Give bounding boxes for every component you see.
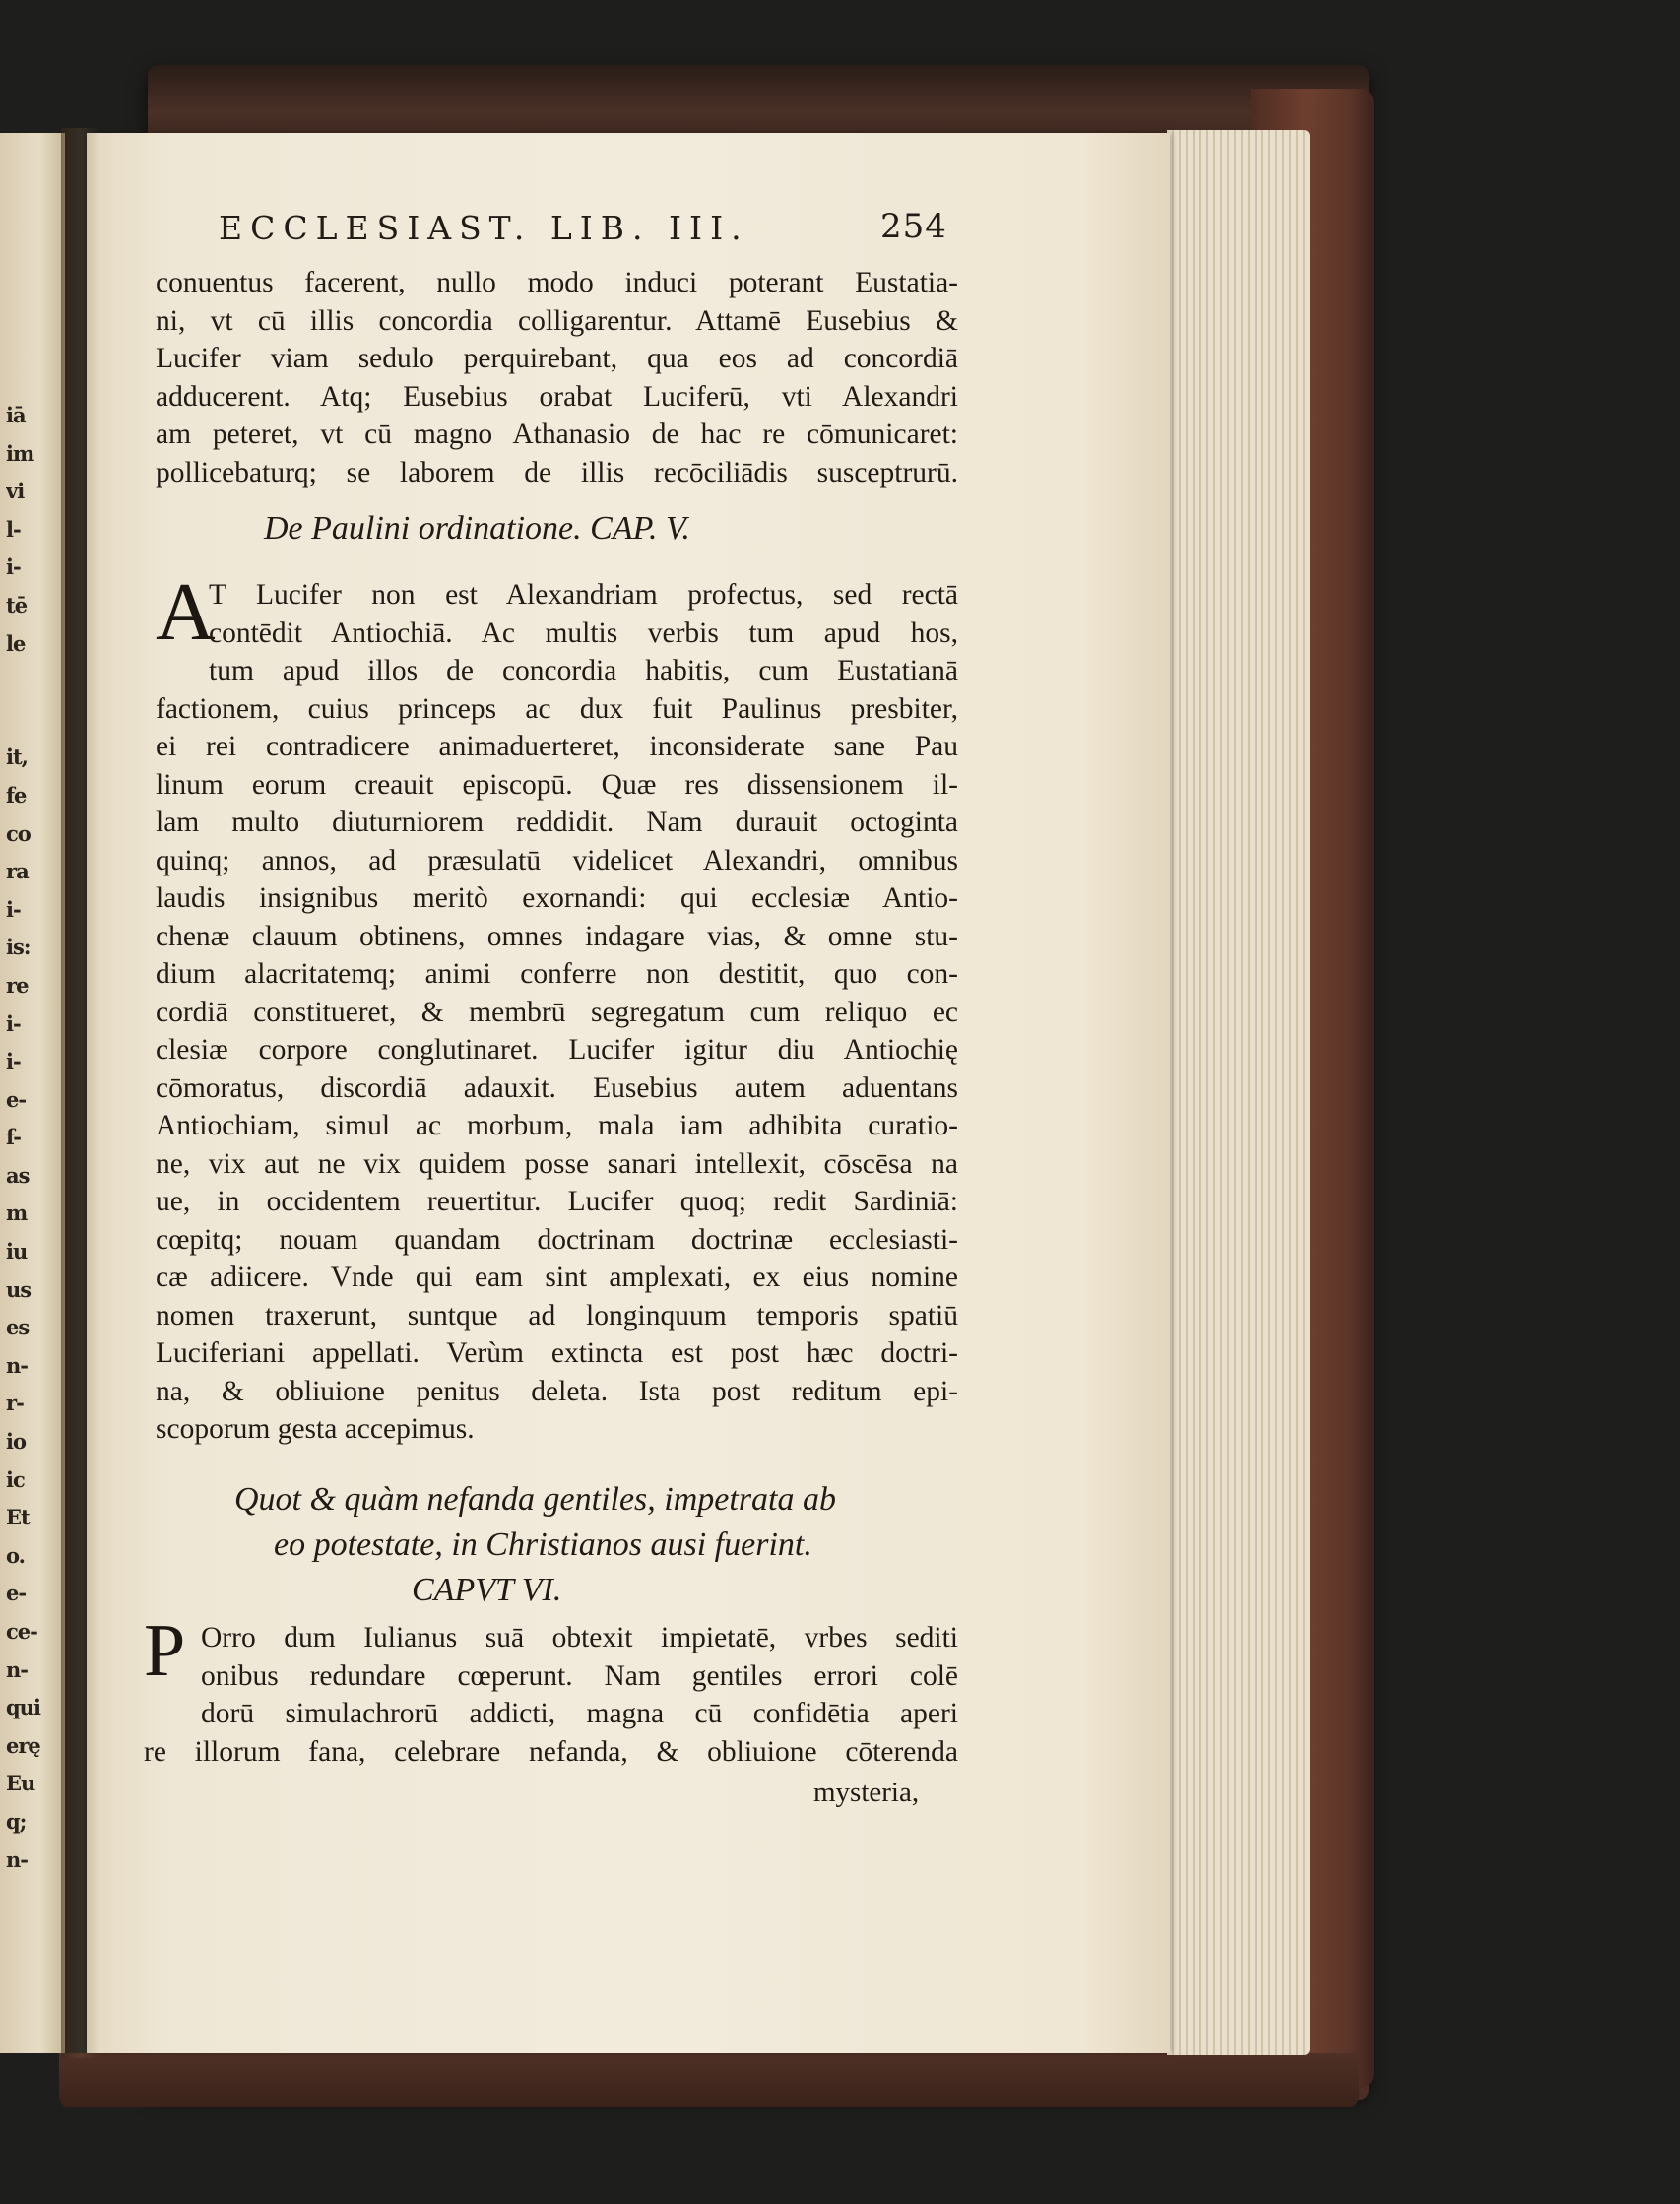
- drop-capital: A: [156, 566, 216, 658]
- text-line: onibus redundare cœperunt. Nam gentiles errori colē: [201, 1659, 958, 1692]
- text-line: ue, in occidentem reuertitur. Lucifer quoq; redit Sardiniā:: [156, 1186, 958, 1217]
- previous-page-fragment: i-: [6, 1010, 21, 1036]
- previous-page-fragment: i-: [6, 554, 21, 580]
- previous-page-fragment: n-: [6, 1352, 28, 1378]
- previous-page-fragment: le: [6, 630, 26, 656]
- text-line: ne, vix aut ne vix quidem posse sanari intellexit, cōscēsa na: [156, 1147, 958, 1180]
- text-line: cōmoratus, discordiā adauxit. Eusebius autem aduentans: [156, 1071, 958, 1104]
- previous-page-fragment: iu: [6, 1239, 28, 1264]
- text-line: adducerent. Atq; Eusebius orabat Luciferū, vti Alexandri: [156, 380, 958, 413]
- text-line: conuentus facerent, nullo modo induci poterant Eustatia-: [156, 267, 958, 298]
- text-line: linum eorum creauit episcopū. Quæ res dissensionem il-: [156, 768, 958, 801]
- text-line: cœpitq; nouam quandam doctrinam doctrinæ ecclesiasti-: [156, 1223, 958, 1256]
- text-line: laudis insignibus meritò exornandi: qui ecclesiæ Antio-: [156, 882, 958, 914]
- previous-page-fragment: ce-: [6, 1619, 37, 1644]
- text-line: na, & obliuione penitus deleta. Ista post reditum epi-: [156, 1375, 958, 1407]
- previous-page-fragment: r-: [6, 1391, 24, 1416]
- previous-page-fragment: m: [6, 1200, 28, 1226]
- previous-page-fragment: n-: [6, 1656, 28, 1682]
- text-line: cæ adiicere. Vnde qui eam sint amplexati, ex eius nomine: [156, 1262, 958, 1293]
- previous-page-fragment: us: [6, 1276, 32, 1302]
- catchword: mysteria,: [813, 1777, 920, 1808]
- text-line: cordiā constitueret, & membrū segregatum cum reliquo ec: [156, 996, 958, 1028]
- chapter-heading-line: Quot & quàm nefanda gentiles, impetrata ab: [234, 1481, 837, 1518]
- text-line: ni, vt cū illis concordia colligarentur. Attamē Eusebius &: [156, 304, 958, 337]
- page-number: 254: [880, 207, 947, 246]
- previous-page-fragment: e-: [6, 1086, 27, 1112]
- running-head: ECCLESIAST. LIB. III.: [219, 209, 749, 247]
- text-line: clesiæ corpore conglutinaret. Lucifer igitur diu Antiochię: [156, 1034, 958, 1066]
- previous-page-fragment: Et: [6, 1505, 30, 1530]
- previous-page-fragment: io: [6, 1429, 26, 1455]
- previous-page-fragment: co: [6, 820, 31, 846]
- text-line: Antiochiam, simul ac morbum, mala iam adhibita curatio-: [156, 1110, 958, 1141]
- previous-page-fragment: vi: [6, 479, 25, 504]
- chapter-heading: De Paulini ordinatione. CAP. V.: [264, 510, 690, 547]
- previous-page-fragment: es: [6, 1315, 30, 1340]
- text-line: Luciferiani appellati. Verùm extincta est post hæc doctri-: [156, 1337, 958, 1369]
- text-line: dium alacritatemq; animi conferre non destitit, quo con-: [156, 958, 958, 990]
- text-line: nomen traxerunt, suntque ad longinquum temporis spatiū: [156, 1299, 958, 1331]
- text-line: factionem, cuius princeps ac dux fuit Paulinus presbiter,: [156, 692, 958, 725]
- previous-page-fragment: Eu: [6, 1771, 35, 1796]
- text-line: contēdit Antiochiā. Ac multis verbis tum apud hos,: [209, 616, 958, 649]
- text-line: chenæ clauum obtinens, omnes indagare vias, & omne stu-: [156, 920, 958, 952]
- previous-page-fragment: f-: [6, 1125, 22, 1150]
- previous-page-fragment: n-: [6, 1847, 28, 1872]
- text-line: dorū simulachrorū addicti, magna cū confidētia aperi: [201, 1698, 958, 1729]
- previous-page-fragment: e-: [6, 1581, 27, 1606]
- previous-page-fragment: ra: [6, 859, 29, 884]
- previous-page-fragment: o.: [6, 1542, 25, 1568]
- previous-page-fragment: is:: [6, 935, 31, 960]
- previous-page-fragment: fe: [6, 782, 27, 808]
- text-line: pollicebaturq; se laborem de illis recōciliādis susceptrurū.: [156, 456, 958, 488]
- previous-page-fragment: re: [6, 972, 29, 998]
- text-line: lam multo diuturniorem reddidit. Nam durauit octoginta: [156, 807, 958, 838]
- text-line: re illorum fana, celebrare nefanda, & obliuione cōterenda: [144, 1735, 958, 1768]
- chapter-number: CAPVT VI.: [412, 1572, 562, 1608]
- previous-page-fragment: i-: [6, 896, 21, 922]
- previous-page-fragment: ic: [6, 1466, 25, 1492]
- previous-page-fragment: erę: [6, 1732, 40, 1758]
- previous-page-fragment: im: [6, 440, 34, 466]
- previous-page-fragment: qui: [6, 1695, 40, 1720]
- text-line: ei rei contradicere animaduerteret, inconsiderate sane Pau: [156, 731, 958, 762]
- previous-page-fragment: it,: [6, 745, 28, 770]
- previous-page-fragment: l-: [6, 516, 21, 542]
- previous-page-fragment: q;: [6, 1808, 27, 1834]
- text-line: tum apud illos de concordia habitis, cum Eustatianā: [209, 655, 958, 686]
- text-line: Orro dum Iulianus suā obtexit impietatē, vrbes sediti: [201, 1622, 958, 1653]
- text-line: T Lucifer non est Alexandriam profectus, sed rectā: [209, 579, 958, 611]
- text-line: quinq; annos, ad præsulatū videlicet Alexandri, omnibus: [156, 844, 958, 876]
- text-line: scoporum gesta accepimus.: [156, 1413, 475, 1445]
- previous-page-fragment: i-: [6, 1049, 21, 1074]
- previous-page-fragment: as: [6, 1162, 30, 1188]
- chapter-heading-line: eo potestate, in Christianos ausi fuerint.: [274, 1526, 812, 1563]
- previous-page-fragment: iā: [6, 403, 26, 427]
- drop-capital: P: [144, 1609, 186, 1692]
- text-line: am peteret, vt cū magno Athanasio de hac re cōmunicaret:: [156, 419, 958, 450]
- text-line: Lucifer viam sedulo perquirebant, qua eos ad concordiā: [156, 343, 958, 374]
- previous-page-fragment: tē: [6, 592, 28, 617]
